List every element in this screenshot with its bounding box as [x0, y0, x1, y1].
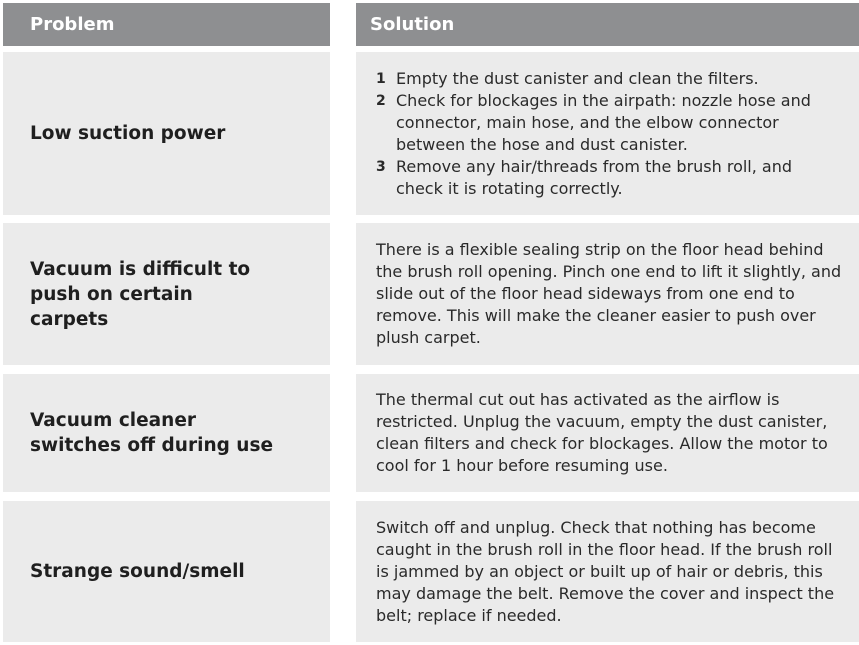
- solution-cell-low-suction: [356, 52, 859, 215]
- problem-text: Low suction power: [30, 123, 226, 144]
- step-number: 1: [376, 70, 386, 87]
- problem-cell-low-suction: [3, 52, 330, 215]
- step-number: 3: [376, 158, 386, 175]
- problem-header-label: Problem: [30, 14, 115, 35]
- step-text: Empty the dust canister and clean the filters.: [396, 68, 759, 88]
- problem-column-header: [3, 3, 330, 46]
- solution-cell-difficult-push: [356, 223, 859, 365]
- solution-step: [376, 90, 819, 156]
- solution-column-header: [356, 3, 859, 46]
- solution-header-label: Solution: [370, 14, 455, 35]
- solution-cell-strange-sound: [356, 501, 859, 642]
- problem-cell-difficult-push: [3, 223, 330, 365]
- step-text: Check for blockages in the airpath: nozzle hose and connector, main hose, and the elbow connector between the hose and dust canister.: [396, 90, 811, 154]
- problem-cell-strange-sound: [3, 501, 330, 642]
- solution-text: Switch off and unplug. Check that nothing has become caught in the brush roll in the floor head. If the brush roll is jammed by an object or built up of hair or debris, this may damage the belt. Remove the cover and inspect the belt; replace if needed.: [376, 517, 835, 625]
- solution-step: [376, 68, 819, 90]
- solution-text: The thermal cut out has activated as the airflow is restricted. Unplug the vacuum, empty the dust canister, clean filters and check for blockages. Allow the motor to cool for 1 hour before resuming use.: [376, 390, 828, 475]
- solution-steps-list: [376, 68, 819, 200]
- problem-text: Vacuum is difficult to push on certain carpets: [30, 258, 251, 330]
- problem-text: Vacuum cleaner switches off during use: [30, 410, 274, 456]
- problem-text: Strange sound/smell: [30, 561, 245, 582]
- step-number: 2: [376, 92, 386, 109]
- solution-step: [376, 156, 819, 200]
- solution-cell-switches-off: [356, 374, 859, 492]
- problem-cell-switches-off: [3, 374, 330, 492]
- solution-text: There is a flexible sealing strip on the floor head behind the brush roll opening. Pinch one end to lift it slightly, and slide out of the floor head sideways from one end to remove. This will make the cleaner easier to push over plush carpet.: [376, 240, 842, 347]
- step-text: Remove any hair/threads from the brush roll, and check it is rotating correctly.: [396, 156, 793, 198]
